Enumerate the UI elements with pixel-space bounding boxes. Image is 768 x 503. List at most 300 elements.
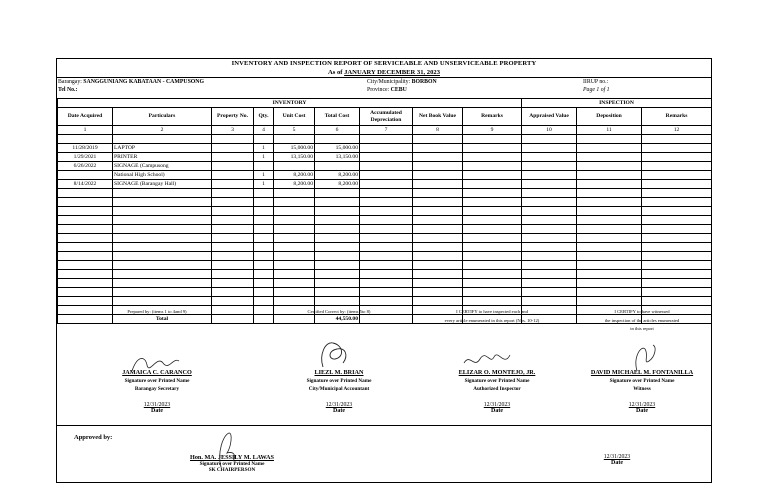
as-of-value: JANUARY DECEMBER 31, 2023	[344, 69, 440, 76]
table-cell	[360, 180, 413, 189]
table-cell	[113, 234, 212, 243]
table-row	[58, 135, 712, 144]
report-title: INVENTORY AND INSPECTION REPORT OF SERVICEABLE AND UNSERVICEABLE PROPERTY	[231, 60, 537, 67]
table-row	[58, 288, 712, 297]
col-header: Particulars	[113, 108, 212, 126]
table-cell	[254, 207, 274, 216]
table-cell	[413, 189, 463, 198]
table-cell	[522, 234, 577, 243]
table-cell	[274, 216, 315, 225]
table-cell: PRINTER	[113, 153, 212, 162]
table-cell	[254, 135, 274, 144]
table-cell	[642, 243, 712, 252]
table-cell	[577, 144, 642, 153]
table-cell	[577, 234, 642, 243]
table-cell	[360, 261, 413, 270]
table-row	[58, 189, 712, 198]
barangay-line	[58, 79, 204, 85]
prepared-by-caption: Prepared by: (items 1 to 4and 9)	[127, 309, 187, 314]
table-cell: 15,000.00	[274, 144, 315, 153]
col-header: Accumulated Depreciation	[360, 108, 413, 126]
total-value: 44,550.00	[315, 315, 360, 324]
table-cell	[58, 270, 113, 279]
table-cell	[254, 162, 274, 171]
table-row	[58, 180, 712, 189]
table-cell: 1	[254, 171, 274, 180]
table-cell	[58, 207, 113, 216]
table-cell	[522, 180, 577, 189]
inspection-group-header: INSPECTION	[522, 99, 712, 108]
table-cell	[642, 234, 712, 243]
table-cell	[463, 207, 522, 216]
table-cell	[577, 180, 642, 189]
signatory-name: ELIZAR O. MONTEJO, JR.	[458, 369, 536, 376]
table-cell	[113, 297, 212, 306]
table-cell	[360, 234, 413, 243]
table-row	[58, 252, 712, 261]
table-cell	[58, 297, 113, 306]
table-cell	[315, 234, 360, 243]
table-cell	[522, 207, 577, 216]
table-cell	[413, 162, 463, 171]
approver-name: Hon. MA. JESSILY M. LAWAS	[190, 454, 274, 461]
table-cell	[315, 279, 360, 288]
table-cell	[522, 162, 577, 171]
table-cell	[274, 288, 315, 297]
table-cell: 1/29/2021	[58, 153, 113, 162]
table-cell	[577, 216, 642, 225]
table-row	[58, 216, 712, 225]
table-cell	[642, 171, 712, 180]
table-cell	[315, 135, 360, 144]
table-cell	[113, 252, 212, 261]
col-header: Property No.	[212, 108, 254, 126]
table-cell	[113, 288, 212, 297]
signature-mark-inspector	[460, 349, 520, 375]
table-cell	[522, 243, 577, 252]
certify-witnessed-2: the inspection of the articles enumerated	[604, 318, 680, 323]
col-number: 1	[58, 126, 113, 135]
table-cell	[254, 270, 274, 279]
barangay-value: SANGGUNIANG KABATAAN - CAMPUSONG	[83, 79, 204, 85]
table-cell	[463, 270, 522, 279]
col-header: Date Acquired	[58, 108, 113, 126]
table-cell	[360, 135, 413, 144]
table-cell	[360, 225, 413, 234]
table-cell	[642, 207, 712, 216]
table-cell	[642, 225, 712, 234]
total-label: Total	[113, 315, 212, 324]
province-line	[367, 87, 407, 93]
table-cell: 1	[254, 144, 274, 153]
table-cell	[212, 270, 254, 279]
table-cell	[274, 207, 315, 216]
table-cell	[212, 207, 254, 216]
col-number: 8	[413, 126, 463, 135]
table-cell	[113, 135, 212, 144]
table-cell	[113, 207, 212, 216]
table-cell	[315, 252, 360, 261]
table-cell: 8,200.00	[315, 180, 360, 189]
table-cell	[212, 252, 254, 261]
signature-mark-approver	[207, 429, 247, 471]
table-cell	[212, 171, 254, 180]
table-cell	[212, 279, 254, 288]
table-cell	[360, 198, 413, 207]
signature-mark-accountant	[315, 337, 355, 373]
table-cell	[463, 198, 522, 207]
table-cell	[254, 297, 274, 306]
table-cell: 13,150.00	[274, 153, 315, 162]
table-cell	[315, 189, 360, 198]
table-cell	[274, 234, 315, 243]
col-number: 10	[522, 126, 577, 135]
table-cell	[254, 261, 274, 270]
table-row	[58, 270, 712, 279]
table-cell	[463, 180, 522, 189]
signatory-name: DAVID MICHAEL M. FONTANILLA	[590, 369, 694, 376]
table-cell	[212, 297, 254, 306]
table-cell	[113, 216, 212, 225]
table-cell	[360, 144, 413, 153]
col-number: 2	[113, 126, 212, 135]
table-cell	[254, 279, 274, 288]
city-value: BORBON	[411, 79, 437, 85]
signatory-role: Barangay Secretary	[134, 386, 180, 392]
table-cell	[413, 225, 463, 234]
table-cell	[315, 162, 360, 171]
col-header: Appraised Value	[522, 108, 577, 126]
table-cell	[360, 288, 413, 297]
table-cell	[642, 180, 712, 189]
col-header: Qty.	[254, 108, 274, 126]
table-cell	[522, 297, 577, 306]
table-cell	[274, 279, 315, 288]
table-row	[58, 144, 712, 153]
signatory-date-label: Date	[151, 408, 163, 414]
table-cell	[315, 198, 360, 207]
table-cell	[463, 135, 522, 144]
signatory-date: 12/31/2023	[143, 402, 171, 408]
table-cell	[413, 261, 463, 270]
signatory-role: City/Municipal Accountant	[308, 386, 370, 392]
table-cell	[113, 279, 212, 288]
table-cell: 8,200.00	[315, 171, 360, 180]
city-label: City/Municipality:	[367, 79, 411, 85]
table-cell	[360, 207, 413, 216]
table-row	[58, 171, 712, 180]
table-cell	[577, 189, 642, 198]
table-cell	[463, 252, 522, 261]
table-cell	[522, 216, 577, 225]
table-cell	[58, 198, 113, 207]
signatory-line1: Signature over Printed Name	[464, 378, 530, 384]
signatory-date-label: Date	[491, 408, 503, 414]
table-cell	[274, 243, 315, 252]
table-cell	[577, 162, 642, 171]
table-cell	[577, 171, 642, 180]
inventory-rows	[58, 135, 712, 315]
table-cell	[254, 225, 274, 234]
table-cell: 8,200.00	[274, 180, 315, 189]
table-cell	[212, 189, 254, 198]
table-row	[58, 279, 712, 288]
table-cell	[274, 225, 315, 234]
table-cell	[463, 297, 522, 306]
column-number-row	[58, 126, 712, 135]
table-cell	[315, 270, 360, 279]
table-cell	[212, 234, 254, 243]
signatory-role: Witness	[633, 386, 651, 392]
table-cell	[360, 162, 413, 171]
table-cell	[58, 279, 113, 288]
table-cell	[212, 261, 254, 270]
table-cell	[113, 243, 212, 252]
as-of-line	[57, 69, 711, 76]
table-cell	[58, 189, 113, 198]
table-cell	[212, 225, 254, 234]
col-number: 12	[642, 126, 712, 135]
inventory-group-header: INVENTORY	[58, 99, 522, 108]
table-cell	[522, 189, 577, 198]
table-cell	[577, 270, 642, 279]
table-cell	[577, 225, 642, 234]
table-cell	[315, 225, 360, 234]
table-cell	[315, 261, 360, 270]
table-cell	[58, 171, 113, 180]
signatory-block	[422, 369, 572, 414]
table-cell	[413, 171, 463, 180]
table-cell	[577, 207, 642, 216]
table-cell	[413, 243, 463, 252]
table-cell	[522, 252, 577, 261]
table-cell	[642, 153, 712, 162]
table-cell	[413, 144, 463, 153]
signatory-date: 12/31/2023	[325, 402, 353, 408]
certified-caption: Certified Correct by: (items 5to 8)	[307, 309, 371, 314]
certify-inspected-1: I CERTIFY to have inspected each and	[456, 309, 528, 314]
table-cell	[360, 297, 413, 306]
table-cell	[274, 270, 315, 279]
table-cell	[254, 243, 274, 252]
table-cell	[522, 225, 577, 234]
signatory-block	[57, 369, 257, 414]
report-sheet	[56, 58, 712, 483]
table-cell: 15,000.00	[315, 144, 360, 153]
table-cell	[360, 171, 413, 180]
table-cell	[413, 135, 463, 144]
table-cell	[642, 144, 712, 153]
table-cell	[522, 279, 577, 288]
table-cell	[463, 225, 522, 234]
table-cell	[274, 297, 315, 306]
as-of-label: As of	[327, 69, 343, 76]
certify-witnessed-3: in this report	[630, 326, 654, 331]
table-cell	[522, 288, 577, 297]
table-cell	[463, 279, 522, 288]
table-cell	[212, 162, 254, 171]
table-cell	[463, 171, 522, 180]
table-cell	[315, 216, 360, 225]
signatory-name: LIEZL M. BRIAN	[314, 369, 364, 376]
table-cell	[274, 252, 315, 261]
table-cell	[113, 198, 212, 207]
table-cell	[522, 135, 577, 144]
table-cell	[463, 162, 522, 171]
table-cell	[642, 297, 712, 306]
table-cell	[413, 216, 463, 225]
certify-inspected-2: every article enumerated in this report (Nos. 10-12)	[444, 318, 540, 323]
table-cell	[577, 243, 642, 252]
table-cell	[58, 252, 113, 261]
barangay-label: Barangay:	[58, 79, 82, 85]
city-line	[367, 79, 437, 85]
table-cell: SIGNAGE (Campusong	[113, 162, 212, 171]
table-cell	[315, 243, 360, 252]
signatory-role: Authorized Inspector	[473, 386, 521, 392]
table-cell	[463, 234, 522, 243]
table-cell: 8,200.00	[274, 171, 315, 180]
table-row	[58, 234, 712, 243]
signatory-date: 12/31/2023	[483, 402, 511, 408]
table-cell	[577, 279, 642, 288]
signatory-block	[257, 369, 421, 414]
province-label: Province:	[367, 87, 390, 93]
table-row	[58, 153, 712, 162]
table-cell	[315, 288, 360, 297]
table-cell	[58, 243, 113, 252]
table-cell	[212, 243, 254, 252]
table-cell	[463, 216, 522, 225]
table-cell	[413, 252, 463, 261]
table-cell	[642, 162, 712, 171]
table-cell	[360, 252, 413, 261]
table-cell	[642, 279, 712, 288]
table-cell	[58, 225, 113, 234]
table-cell	[522, 144, 577, 153]
table-cell	[522, 198, 577, 207]
table-cell	[58, 216, 113, 225]
approval-divider	[57, 425, 711, 426]
table-cell	[577, 288, 642, 297]
approver-date-label: Date	[611, 460, 623, 466]
table-cell	[463, 153, 522, 162]
approver-date: 12/31/2023	[603, 454, 631, 460]
table-row	[58, 162, 712, 171]
table-cell	[212, 135, 254, 144]
table-cell: 13,150.00	[315, 153, 360, 162]
table-cell	[577, 153, 642, 162]
table-cell	[577, 297, 642, 306]
table-cell	[642, 288, 712, 297]
table-cell	[413, 234, 463, 243]
table-cell	[463, 243, 522, 252]
table-cell	[254, 216, 274, 225]
table-cell	[274, 162, 315, 171]
table-cell	[642, 270, 712, 279]
table-cell	[463, 189, 522, 198]
table-cell	[212, 180, 254, 189]
inventory-table	[57, 98, 712, 324]
table-cell	[413, 279, 463, 288]
table-cell	[113, 270, 212, 279]
certify-witnessed-1: I CERTIFY to have witnessed	[614, 309, 670, 314]
table-cell	[413, 180, 463, 189]
col-header: Remarks	[463, 108, 522, 126]
table-row	[58, 207, 712, 216]
table-cell	[463, 288, 522, 297]
table-cell	[522, 270, 577, 279]
signatory-line1: Signature over Printed Name	[609, 378, 675, 384]
table-cell	[315, 297, 360, 306]
table-cell	[522, 171, 577, 180]
table-cell	[413, 207, 463, 216]
table-cell	[254, 189, 274, 198]
table-row	[58, 261, 712, 270]
table-cell	[274, 261, 315, 270]
table-cell	[212, 153, 254, 162]
table-cell: SIGNAGE (Barangay Hall)	[113, 180, 212, 189]
table-cell	[413, 297, 463, 306]
table-cell	[642, 189, 712, 198]
table-cell: 1	[254, 153, 274, 162]
table-cell	[274, 198, 315, 207]
table-row	[58, 225, 712, 234]
col-number: 11	[577, 126, 642, 135]
col-header: Net Book Value	[413, 108, 463, 126]
table-cell	[113, 189, 212, 198]
table-cell: 8/14/2022	[58, 180, 113, 189]
table-cell	[413, 153, 463, 162]
table-cell	[642, 216, 712, 225]
table-row	[58, 198, 712, 207]
table-cell	[212, 216, 254, 225]
table-cell	[360, 189, 413, 198]
table-cell	[413, 198, 463, 207]
table-cell	[212, 144, 254, 153]
table-cell	[413, 270, 463, 279]
table-cell	[360, 270, 413, 279]
table-cell	[360, 243, 413, 252]
table-cell	[212, 288, 254, 297]
approved-by-label: Approved by:	[74, 434, 113, 441]
table-cell	[58, 261, 113, 270]
table-cell	[58, 135, 113, 144]
col-header: Remarks	[642, 108, 712, 126]
table-cell	[577, 135, 642, 144]
table-row	[58, 297, 712, 306]
table-cell	[413, 288, 463, 297]
col-number: 7	[360, 126, 413, 135]
table-cell	[254, 252, 274, 261]
signatory-date-label: Date	[636, 408, 648, 414]
approver-line2: SK CHAIRPERSON	[208, 467, 256, 473]
table-cell	[274, 189, 315, 198]
col-header: Unit Cost	[274, 108, 315, 126]
table-cell	[315, 207, 360, 216]
table-cell	[463, 144, 522, 153]
signatory-date-label: Date	[333, 408, 345, 414]
province-value: CEBU	[390, 87, 407, 93]
table-cell	[113, 225, 212, 234]
signature-mark-secretary	[127, 351, 187, 375]
table-cell	[254, 288, 274, 297]
approver-date-block	[582, 454, 652, 466]
col-number: 4	[254, 126, 274, 135]
col-number: 3	[212, 126, 254, 135]
iirup-label: IIRUP no.:	[583, 79, 609, 85]
approver-line1: Signature over Printed Name	[199, 461, 265, 467]
